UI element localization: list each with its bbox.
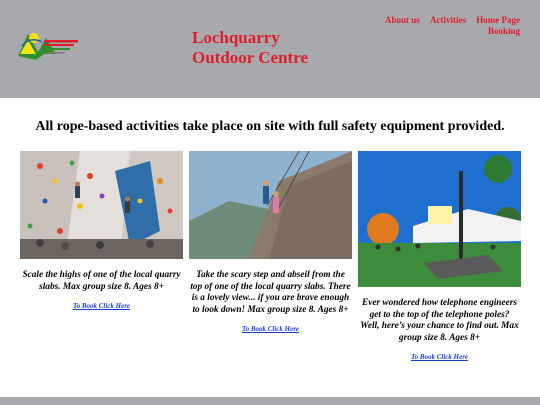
site-title-line2: Outdoor Centre [192,48,309,67]
nav-booking[interactable]: Booking [487,26,520,36]
site-title [192,28,308,68]
activity-description: Scale the highs of one of the local quarry slabs. Max group size 8. Ages 8+ [22,270,181,292]
site-header [0,0,540,98]
nav-activities[interactable]: Activities [430,15,467,25]
activity-description: Ever wondered how telephone engineers get to the top of the telephone poles? Well, here’s your chance to find out. Max group size 8. Ages 8+ [360,298,519,343]
book-link[interactable]: To Book Click Here [241,325,300,333]
telephone-pole-photo [358,151,521,287]
activity-description: Take the scary step and abseil from the top of one of the local quarry slabs. There is a lovely view... if you are brave enough to look down! Max group size 8. Ages 8+ [190,270,351,315]
top-nav [360,15,520,37]
activity-card-climbing [20,151,183,313]
climbing-wall-photo [20,151,183,259]
abseil-photo [189,151,352,259]
activity-card-telephone-pole [358,151,521,364]
book-link[interactable]: To Book Click Here [72,302,131,310]
activity-card-abseil [189,151,352,336]
book-link[interactable]: To Book Click Here [410,353,469,361]
footer-bar [0,397,540,405]
site-title-line1: Lochquarry [192,28,280,47]
safety-banner: All rope-based activities take place on site with full safety equipment provided. [35,119,505,134]
lochquarry-logo-icon[interactable] [14,28,80,64]
nav-about-us[interactable]: About us [385,15,420,25]
nav-home-page[interactable]: Home Page [476,15,520,25]
